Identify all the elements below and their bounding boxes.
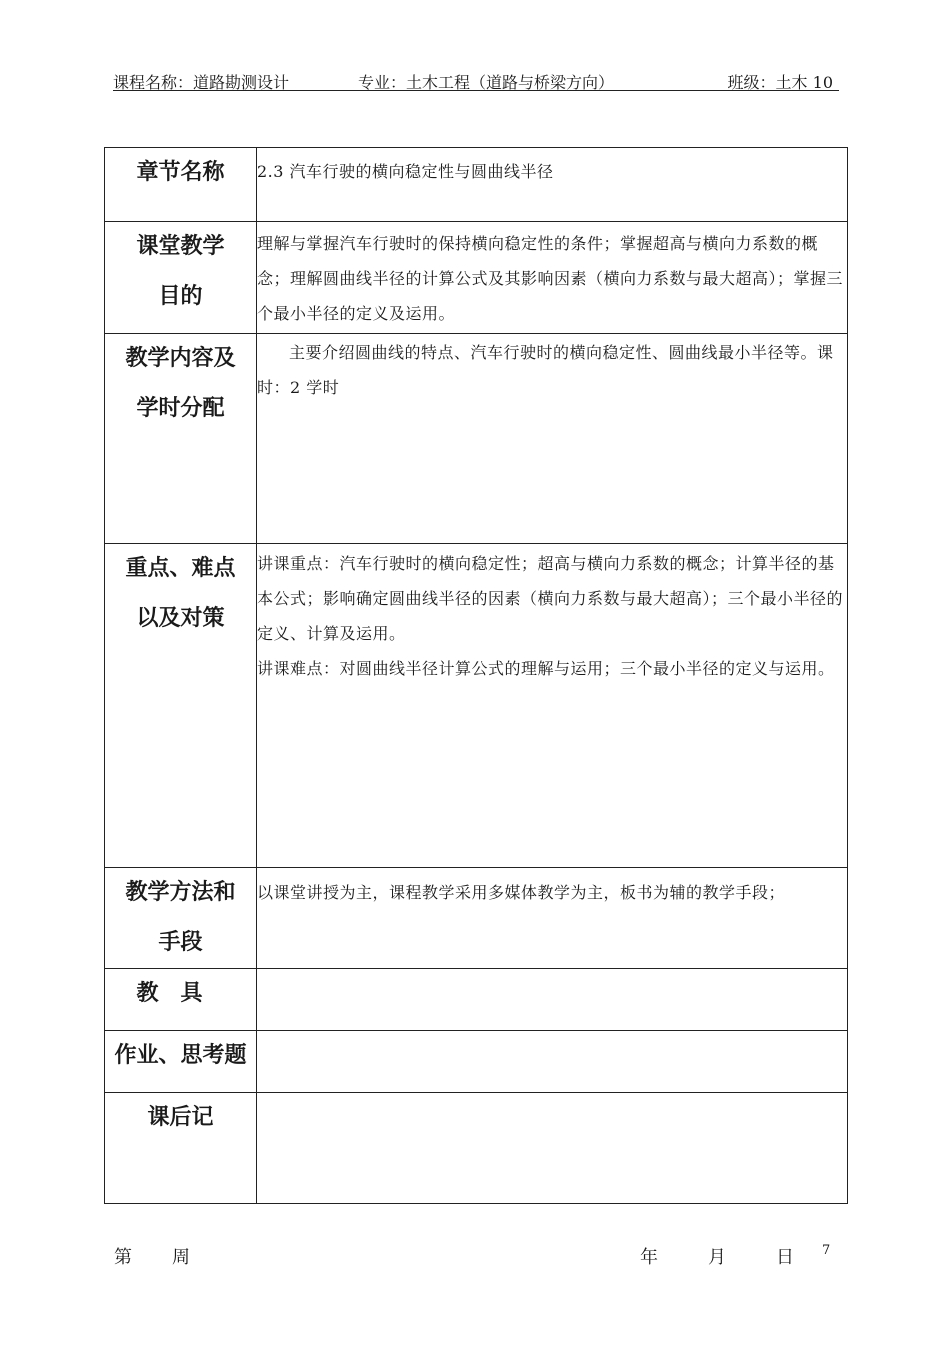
content-label	[105, 334, 257, 544]
objective-label-line2: 目的	[158, 284, 203, 309]
method-label-line2: 手段	[158, 930, 203, 955]
method-label	[105, 868, 257, 969]
notes-label: 课后记	[105, 1093, 257, 1204]
class-name: 班级：土木 10	[727, 73, 833, 92]
page-header	[113, 68, 839, 91]
row-notes	[105, 1093, 848, 1204]
keypoints-label-line2: 以及对策	[136, 606, 225, 631]
content-label-line2: 学时分配	[136, 396, 225, 421]
footer-month: 月	[708, 1247, 726, 1268]
row-tools	[105, 969, 848, 1031]
page-number: 7	[822, 1243, 831, 1258]
footer-year: 年	[640, 1247, 658, 1268]
content-label-line1: 教学内容及	[125, 346, 236, 371]
row-content	[105, 334, 848, 544]
footer-day: 日	[776, 1247, 794, 1268]
homework-text	[257, 1031, 848, 1093]
content-text: 主要介绍圆曲线的特点、汽车行驶时的横向稳定性、圆曲线最小半径等。课时：2 学时	[257, 334, 848, 544]
keypoints-text	[257, 544, 848, 868]
objective-label-line1: 课堂教学	[136, 234, 225, 259]
footer-week-suffix: 周	[172, 1247, 190, 1268]
row-chapter	[105, 148, 848, 222]
row-homework	[105, 1031, 848, 1093]
row-objective	[105, 222, 848, 334]
notes-text	[257, 1093, 848, 1204]
method-text: 以课堂讲授为主，课程教学采用多媒体教学为主，板书为辅的教学手段；	[257, 868, 848, 969]
keypoints-label-line1: 重点、难点	[125, 556, 236, 581]
footer-week-prefix: 第	[114, 1247, 132, 1268]
method-label-line1: 教学方法和	[125, 880, 236, 905]
keypoints-difficulty: 讲课难点：对圆曲线半径计算公式的理解与运用；三个最小半径的定义与运用。	[257, 659, 835, 678]
chapter-label: 章节名称	[105, 148, 257, 222]
homework-label: 作业、思考题	[105, 1031, 257, 1093]
tools-text	[257, 969, 848, 1031]
keypoints-label	[105, 544, 257, 868]
major-name: 专业：土木工程（道路与桥梁方向）	[358, 73, 615, 92]
lesson-plan-table	[104, 147, 848, 1204]
objective-label	[105, 222, 257, 334]
objective-text: 理解与掌握汽车行驶时的保持横向稳定性的条件；掌握超高与横向力系数的概念；理解圆曲线半径的计算公式及其影响因素（横向力系数与最大超高）；掌握三个最小半径的定义及运用。	[257, 222, 848, 334]
chapter-text: 2.3 汽车行驶的横向稳定性与圆曲线半径	[257, 148, 848, 222]
tools-label: 教具	[105, 969, 257, 1031]
keypoints-focus: 讲课重点：汽车行驶时的横向稳定性；超高与横向力系数的概念；计算半径的基本公式；影响确定圆曲线半径的因素（横向力系数与最大超高）；三个最小半径的定义、计算及运用。	[257, 554, 844, 643]
course-name: 课程名称：道路勘测设计	[113, 73, 290, 92]
row-method	[105, 868, 848, 969]
row-keypoints	[105, 544, 848, 868]
